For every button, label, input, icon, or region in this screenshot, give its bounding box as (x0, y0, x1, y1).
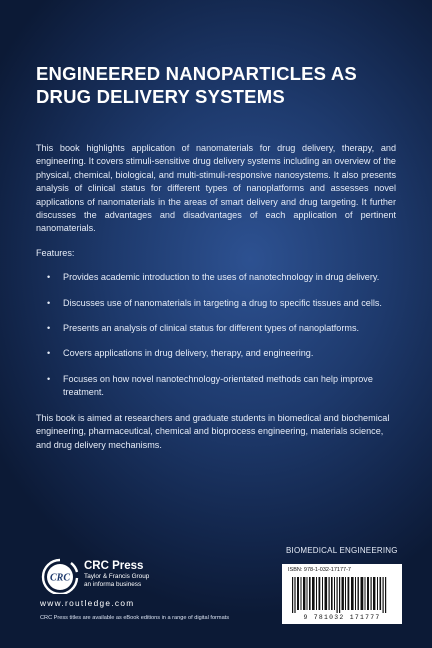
crc-logo-icon (40, 558, 80, 594)
svg-text:CRC: CRC (49, 572, 71, 584)
barcode (282, 564, 402, 624)
book-title: ENGINEERED NANOPARTICLES AS DRUG DELIVERY SYSTEMS (36, 63, 357, 107)
barcode-bars (292, 577, 392, 613)
isbn-label: ISBN: 978-1-032-17177-7 (288, 567, 351, 573)
audience-paragraph: This book is aimed at researchers and graduate students in biomedical and biochemical engineering, pharmaceutical, chemical and bioprocess engineering, materials science, and drug delivery mechanisms. (36, 412, 390, 450)
bullet-icon: • (47, 373, 51, 384)
feature-text: Presents an analysis of clinical status for different types of nanoplatforms. (63, 323, 360, 334)
publisher-block (84, 560, 149, 589)
publisher-business: an informa business (84, 581, 142, 588)
feature-text: Focuses on how novel nanotechnology-orientated methods can help improve treatment. (63, 373, 373, 398)
feature-item (36, 373, 396, 400)
ebook-note: CRC Press titles are available as eBook editions in a range of digital formats (40, 615, 230, 621)
features-label: Features: (36, 247, 75, 258)
publisher-group: Taylor & Francis Group (84, 573, 150, 580)
bullet-icon: • (47, 297, 51, 308)
subject-category: BIOMEDICAL ENGINEERING (286, 546, 398, 555)
feature-text: Discusses use of nanomaterials in targeting a drug to specific tissues and cells. (63, 297, 382, 308)
website-link[interactable]: www.routledge.com (40, 598, 135, 608)
features-list (36, 271, 396, 399)
feature-item (36, 297, 396, 310)
feature-text: Provides academic introduction to the uses of nanotechnology in drug delivery. (63, 272, 380, 283)
publisher-name: CRC Press (84, 560, 144, 572)
cover-body (36, 142, 396, 463)
feature-item (36, 271, 396, 284)
bullet-icon: • (47, 348, 51, 359)
crc-logo (40, 558, 80, 594)
barcode-number: 9 781032 171777 (303, 614, 381, 621)
feature-text: Covers applications in drug delivery, therapy, and engineering. (63, 348, 314, 359)
bullet-icon: • (47, 272, 51, 283)
description-paragraph: This book highlights application of nanomaterials for drug delivery, therapy, and engineering. It covers stimuli-sensitive drug delivery systems including an overview of the physical, chemical, biological, and multi-stimuli-responsive nanosystems. It also presents analysis of clinical status for different types of nanoplatforms and assesses novel applications of nanomaterials in the areas of smart delivery and drug targeting. It further discusses the advantages and disadvantages of each application of pertinent nanomaterials. (36, 143, 396, 234)
feature-item (36, 347, 396, 360)
bullet-icon: • (47, 323, 51, 334)
feature-item (36, 322, 396, 335)
